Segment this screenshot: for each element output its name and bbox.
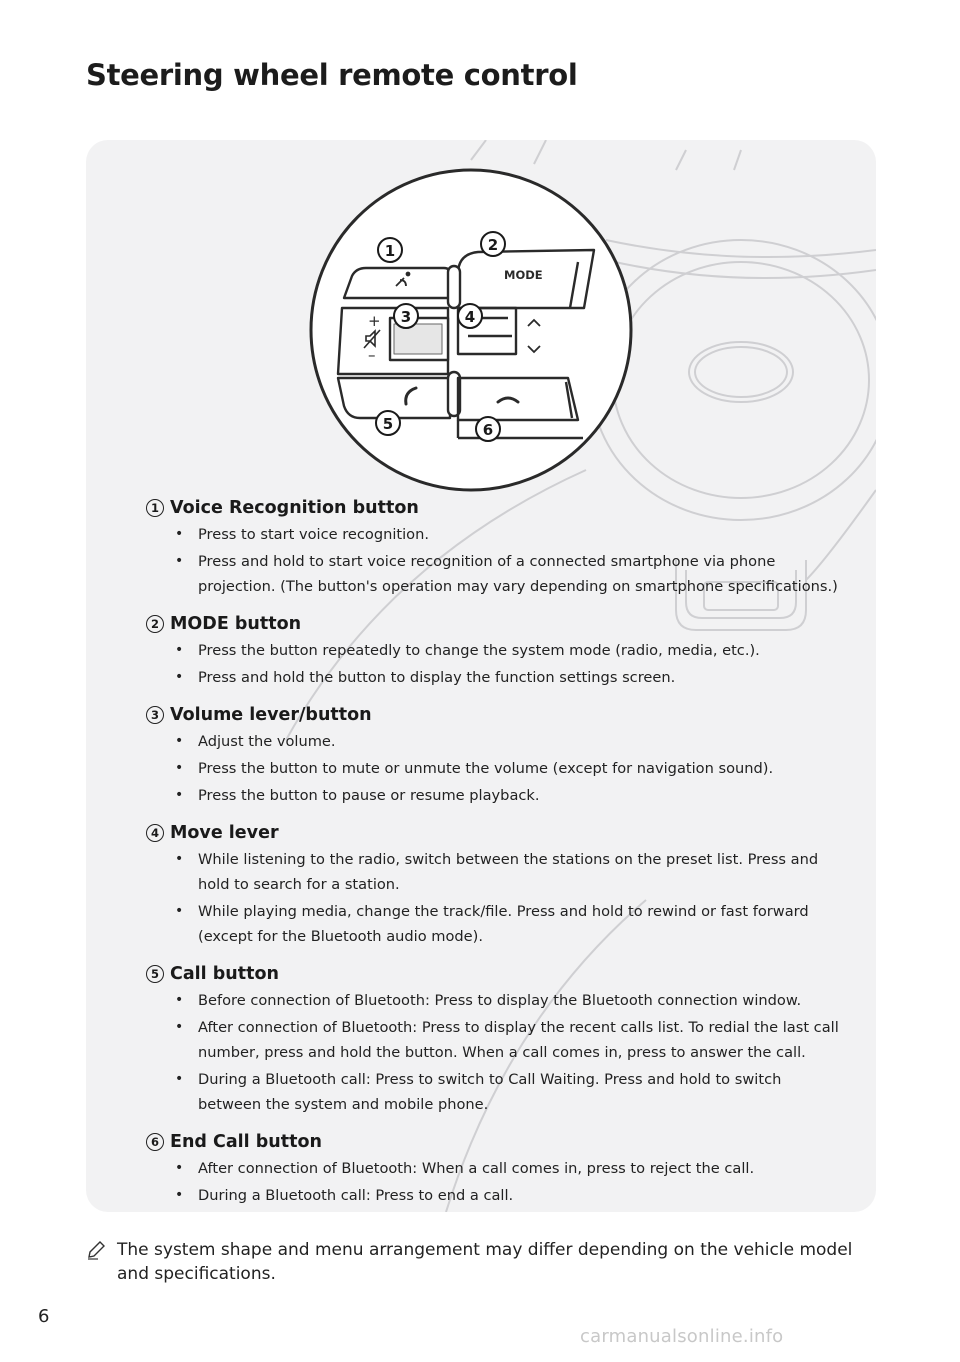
note-pen-icon bbox=[86, 1240, 106, 1260]
callout-6: 6 bbox=[482, 421, 494, 439]
callout-3: 3 bbox=[400, 308, 412, 326]
note-text: The system shape and menu arrangement may differ depending on the vehicle model and specifications. bbox=[117, 1240, 853, 1284]
item-number: 4 bbox=[146, 824, 164, 842]
callout-1: 1 bbox=[384, 242, 396, 260]
mode-label: MODE bbox=[504, 268, 543, 282]
list-item bbox=[146, 962, 846, 1117]
item-title: End Call button bbox=[170, 1132, 322, 1152]
item-title: Voice Recognition button bbox=[170, 498, 419, 518]
volume-minus-label: – bbox=[368, 346, 376, 364]
bullet-text: • Press the button to mute or unmute the volume (except for navigation sound). bbox=[146, 756, 846, 781]
item-number: 6 bbox=[146, 1133, 164, 1151]
bullet-text: • Press to start voice recognition. bbox=[146, 522, 846, 547]
page-number: 6 bbox=[38, 1306, 50, 1327]
bullet-text: • After connection of Bluetooth: When a call comes in, press to reject the call. bbox=[146, 1156, 846, 1181]
list-item bbox=[146, 703, 846, 808]
bullet-text: • While listening to the radio, switch between the stations on the preset list. Press and hold to search for a station. bbox=[146, 847, 846, 897]
callout-2: 2 bbox=[487, 236, 499, 254]
bullet-text: • Adjust the volume. bbox=[146, 729, 846, 754]
list-item bbox=[146, 1130, 846, 1208]
bullet-text: • Press the button to pause or resume playback. bbox=[146, 783, 846, 808]
volume-plus-label: + bbox=[368, 312, 381, 330]
list-item bbox=[146, 496, 846, 599]
button-description-list bbox=[146, 496, 846, 1212]
bullet-text: • Press the button repeatedly to change the system mode (radio, media, etc.). bbox=[146, 638, 846, 663]
illustration-panel bbox=[86, 140, 876, 1212]
item-title: MODE button bbox=[170, 614, 302, 634]
item-number: 5 bbox=[146, 965, 164, 983]
bullet-text: • Press and hold the button to display the function settings screen. bbox=[146, 665, 846, 690]
callout-4: 4 bbox=[464, 308, 476, 326]
bullet-text: • While playing media, change the track/file. Press and hold to rewind or fast forward (except for the Bluetooth audio mode). bbox=[146, 899, 846, 949]
item-title: Move lever bbox=[170, 823, 279, 843]
bullet-text: • Press and hold to start voice recognition of a connected smartphone via phone projection. (The button's operation may vary depending on smartphone specifications.) bbox=[146, 549, 846, 599]
item-number: 3 bbox=[146, 706, 164, 724]
item-number: 2 bbox=[146, 615, 164, 633]
page-title: Steering wheel remote control bbox=[86, 58, 578, 92]
remote-control-zoom-figure bbox=[308, 168, 638, 498]
item-title: Call button bbox=[170, 964, 279, 984]
bullet-text: • Before connection of Bluetooth: Press to display the Bluetooth connection window. bbox=[146, 988, 846, 1013]
watermark: carmanualsonline.info bbox=[580, 1326, 784, 1347]
item-title: Volume lever/button bbox=[170, 705, 372, 725]
item-number: 1 bbox=[146, 499, 164, 517]
callout-5: 5 bbox=[382, 415, 394, 433]
list-item bbox=[146, 821, 846, 949]
bullet-text: • During a Bluetooth call: Press to switch to Call Waiting. Press and hold to switch between the system and mobile phone. bbox=[146, 1067, 846, 1117]
bullet-text: • During a Bluetooth call: Press to end a call. bbox=[146, 1183, 846, 1208]
note bbox=[86, 1238, 876, 1286]
bullet-text: • After connection of Bluetooth: Press to display the recent calls list. To redial the last call number, press and hold the button. When a call comes in, press to answer the call. bbox=[146, 1015, 846, 1065]
list-item bbox=[146, 612, 846, 690]
